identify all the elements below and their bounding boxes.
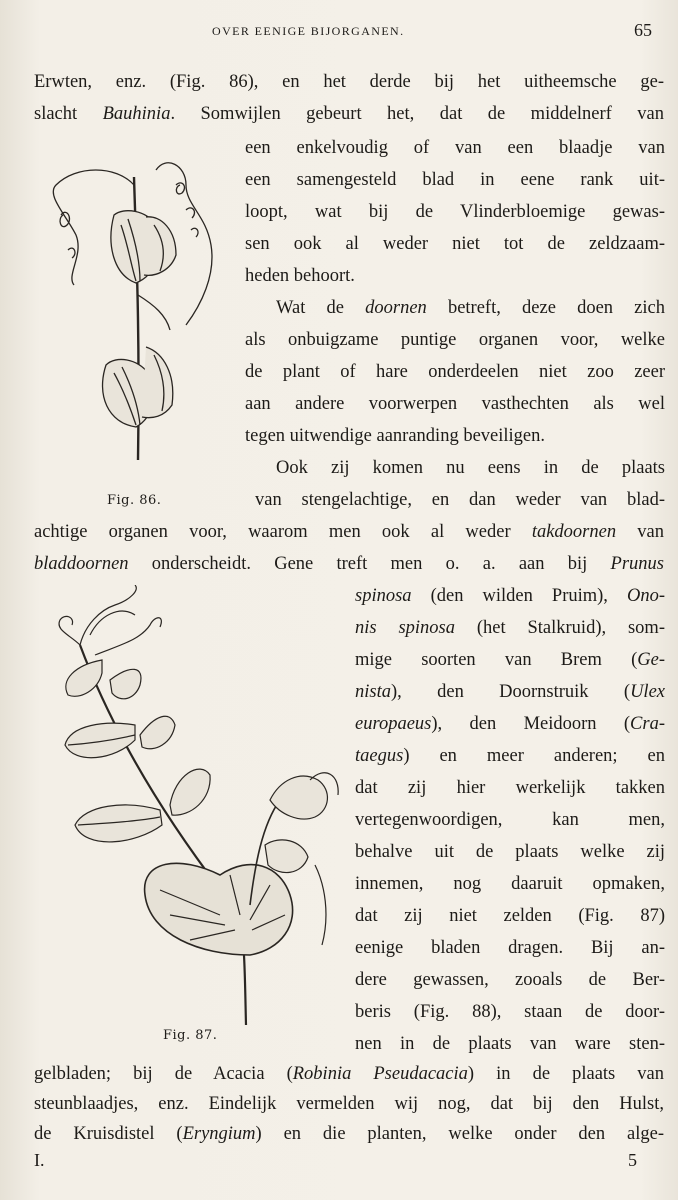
text-line: een enkelvoudig of van een blaadje van: [245, 138, 665, 158]
signature-mark: I.: [34, 1150, 45, 1170]
text-line: Ook zij komen nu eens in de plaats: [276, 458, 665, 478]
text-line: van stengelachtige, en dan weder van blad-: [255, 490, 665, 510]
figure-86-caption: Fig. 86.: [107, 493, 162, 508]
text-line: Erwten, enz. (Fig. 86), en het derde bij het uitheemsche ge-: [34, 72, 664, 92]
text-line: de Kruisdistel (Eryngium) en die planten, welke onder den alge-: [34, 1124, 664, 1144]
page-number: 65: [634, 20, 652, 40]
text-line: achtige organen voor, waarom men ook al weder takdoornen van: [34, 522, 664, 542]
text-line: behalve uit de plaats welke zij: [355, 842, 665, 862]
text-line: dat zij hier werkelijk takken: [355, 778, 665, 798]
text-line: gelbladen; bij de Acacia (Robinia Pseudacacia) in de plaats van: [34, 1064, 665, 1084]
text-line: sen ook al weder niet tot de zeldzaam-: [245, 234, 665, 254]
text-line: aan andere voorwerpen vasthechten als wel: [245, 394, 665, 414]
text-line: steunblaadjes, enz. Eindelijk vermelden wij nog, dat bij den Hulst,: [34, 1094, 664, 1114]
text-line: bladdoornen onderscheidt. Gene treft men o. a. aan bij Prunus: [34, 554, 664, 574]
text-line: slacht Bauhinia. Somwijlen gebeurt het, dat de middelnerf van: [34, 104, 665, 124]
text-line: taegus) en meer anderen; en: [355, 746, 665, 766]
text-line: eenige bladen dragen. Bij an-: [355, 938, 665, 958]
sheet-number: 5: [628, 1150, 637, 1170]
page-header: [0, 20, 678, 44]
text-line: spinosa (den wilden Pruim), Ono-: [355, 586, 665, 606]
text-line: nen in de plaats van ware sten-: [355, 1034, 665, 1054]
text-line: vertegenwoordigen, kan men,: [355, 810, 665, 830]
text-line: innemen, nog daaruit opmaken,: [355, 874, 665, 894]
text-line: dere gewassen, zooals de Ber-: [355, 970, 665, 990]
text-line: als onbuigzame puntige organen voor, welke: [245, 330, 665, 350]
text-line: heden behoort.: [245, 266, 355, 286]
text-line: loopt, wat bij de Vlinderbloemige gewas-: [245, 202, 665, 222]
text-line: tegen uitwendige aanranding beveiligen.: [245, 426, 546, 446]
figure-87-illustration: [40, 585, 350, 1025]
text-line: nista), den Doornstruik (Ulex: [355, 682, 665, 702]
figure-87-caption: Fig. 87.: [163, 1028, 218, 1043]
text-line: een samengesteld blad in eene rank uit-: [245, 170, 665, 190]
text-line: europaeus), den Meidoorn (Cra-: [355, 714, 665, 734]
text-line: beris (Fig. 88), staan de door-: [355, 1002, 665, 1022]
text-line: mige soorten van Brem (Ge-: [355, 650, 665, 670]
figure-86-illustration: [36, 155, 226, 465]
running-title: OVER EENIGE BIJORGANEN.: [212, 24, 405, 38]
text-line: de plant of hare onderdeelen niet zoo zeer: [245, 362, 665, 382]
text-line: Wat de doornen betreft, deze doen zich: [276, 298, 665, 318]
text-line: nis spinosa (het Stalkruid), som-: [355, 618, 665, 638]
text-line: dat zij niet zelden (Fig. 87): [355, 906, 665, 926]
